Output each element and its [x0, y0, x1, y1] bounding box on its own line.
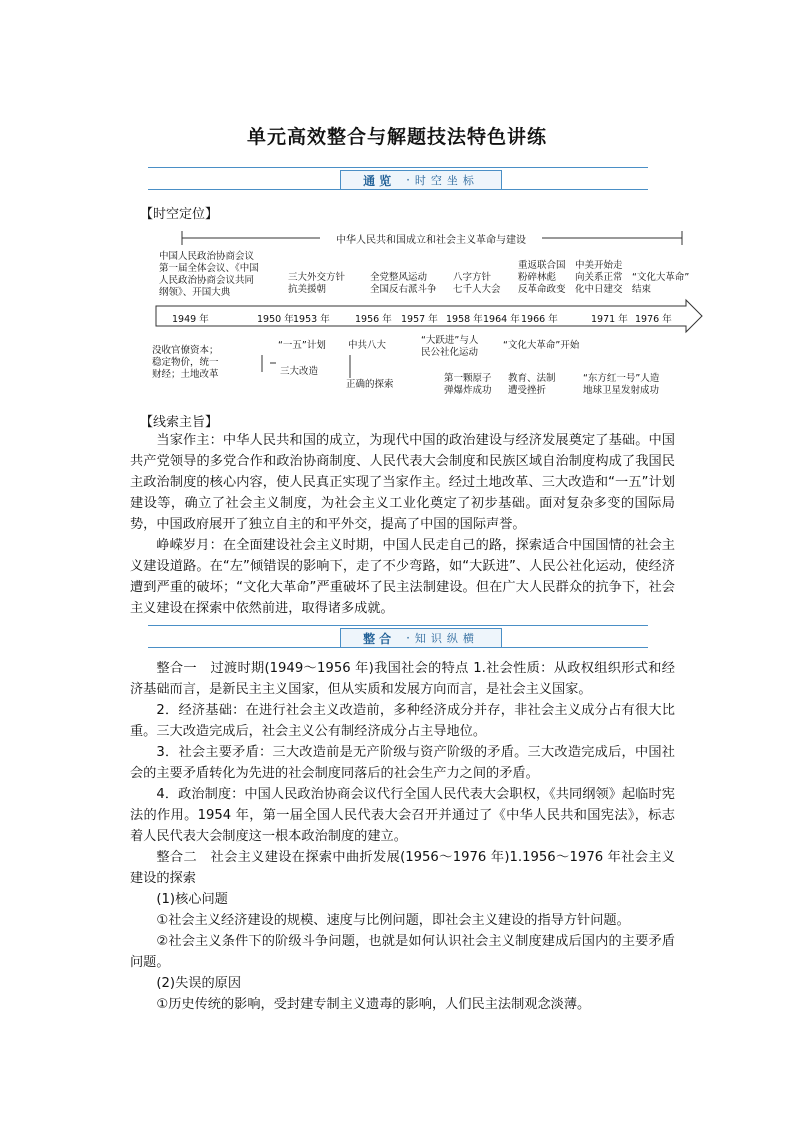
integration-paragraph: ②社会主义条件下的阶级斗争问题，也就是如何认识社会主义制度建成后国内的主要矛盾问题。	[130, 934, 675, 970]
event-1950: 三大外交方针 抗美援朝	[288, 272, 346, 295]
event-bottom-1949: 没收官僚资本； 稳定物价，统一 财经；土地改革	[152, 345, 219, 380]
banner-sub: 时空坐标	[414, 174, 479, 187]
event-education: 教育、法制 遭受挫折	[508, 373, 556, 396]
event-satellite: “东方红一号”人造 地球卫星发射成功	[583, 373, 660, 396]
event-1972: 中美开始走 向关系正常 化中日建交	[575, 260, 623, 295]
event-eighth-congress: 中共八大	[348, 340, 387, 351]
event-five-year-plan: “一五”计划	[278, 340, 326, 351]
year-label: 1976 年	[635, 314, 672, 325]
year-label: 1950 年	[257, 314, 294, 325]
event-1976: “文化大革命” 结束	[632, 272, 690, 295]
event-cultural-revolution: “文化大革命”开始	[503, 340, 580, 351]
event-correct-exploration: 正确的探索	[346, 379, 394, 390]
event-1949: 中国人民政治协商会议 第一届全体会议、《中国 人民政治协商会议共同 纲领》、开国大典	[159, 251, 259, 298]
year-label: 1957 年	[401, 314, 438, 325]
theme-text	[130, 430, 675, 619]
year-label: 1958 年	[446, 314, 483, 325]
year-label: 1949 年	[172, 314, 209, 325]
integration-paragraph: 2．经济基础：在进行社会主义改造前，多种经济成分并存，非社会主义成分占有很大比重。三大改造完成后，社会主义公有制经济成分占主导地位。	[130, 703, 675, 739]
banner-sub: 知识纵横	[414, 632, 479, 645]
year-label: 1971 年	[591, 314, 628, 325]
event-atomic-bomb: 第一颗原子 弹爆炸成功	[444, 373, 492, 396]
year-label: 1964 年	[483, 314, 520, 325]
integration-paragraph: 4．政治制度：中国人民政治协商会议代行全国人民代表大会职权，《共同纲领》起临时宪法的作用。1954 年，第一届全国人民代表大会召开并通过了《中华人民共和国宪法》，标志着人民代表大会制度这一根本政治制度的建立。	[130, 787, 675, 844]
year-label: 1953 年	[293, 314, 330, 325]
integration-paragraph: 整合一 过渡时期(1949～1956 年)我国社会的特点 1.社会性质：从政权组织形式和经济基础而言，是新民主主义国家，但从实质和发展方向而言，是社会主义国家。	[130, 661, 675, 697]
integration-paragraph: ①历史传统的影响，受封建专制主义遗毒的影响，人们民主法制观念淡薄。	[156, 997, 591, 1012]
event-three-reforms: 三大改造	[280, 366, 319, 377]
event-great-leap: “大跃进”与人 民公社化运动	[421, 335, 479, 358]
timeline-lines	[0, 0, 794, 420]
integration-paragraph: 整合二 社会主义建设在探索中曲折发展(1956～1976 年)1.1956～1976 年社会主义建设的探索	[130, 850, 675, 886]
year-label: 1966 年	[521, 314, 558, 325]
event-1971a: 重返联合国 粉碎林彪 反革命政变	[518, 260, 566, 295]
section-time-heading: 【时空定位】	[140, 207, 219, 222]
integration-paragraph: ①社会主义经济建设的规模、速度与比例问题，即社会主义建设的指导方针问题。	[156, 913, 630, 928]
page-title: 单元高效整合与解题技法特色讲练	[246, 126, 547, 148]
event-1962: 八字方针 七千人大会	[453, 272, 501, 295]
event-1957: 全党整风运动 全国反右派斗争	[370, 272, 437, 295]
integration-paragraph: (2)失误的原因	[156, 976, 242, 991]
section-theme-heading: 【线索主旨】	[140, 415, 219, 430]
year-label: 1956 年	[355, 314, 392, 325]
theme-paragraph: 峥嵘岁月：在全面建设社会主义时期，中国人民走自己的路，探索适合中国国情的社会主义建设道路。在“左”倾错误的影响下，走了不少弯路，如“大跃进”、人民公社化运动，使经济遭到严重的破坏；“文化大革命”严重破坏了民主法制建设。但在广大人民群众的抗争下，社会主义建设在探索中依然前进，取得诸多成就。	[130, 538, 675, 616]
banner-main: 整合	[363, 631, 396, 646]
integration-paragraph: (1)核心问题	[156, 892, 228, 907]
timeline-header: 中华人民共和国成立和社会主义革命与建设	[336, 235, 526, 246]
theme-paragraph: 当家作主：中华人民共和国的成立，为现代中国的政治建设与经济发展奠定了基础。中国共产党领导的多党合作和政治协商制度、人民代表大会制度和民族区域自治制度构成了我国民主政治制度的核心内容，使人民真正实现了当家作主。经过土地改革、三大改造和“一五”计划建设等，确立了社会主义制度，为社会主义工业化奠定了初步基础。面对复杂多变的国际局势，中国政府展开了独立自主的和平外交，提高了中国的国际声誉。	[130, 433, 675, 532]
integration-paragraph: 3．社会主要矛盾：三大改造前是无产阶级与资产阶级的矛盾。三大改造完成后，中国社会的主要矛盾转化为先进的社会制度同落后的社会生产力之间的矛盾。	[130, 745, 675, 781]
banner-main: 通览	[363, 173, 396, 188]
integration-text	[130, 658, 675, 1015]
